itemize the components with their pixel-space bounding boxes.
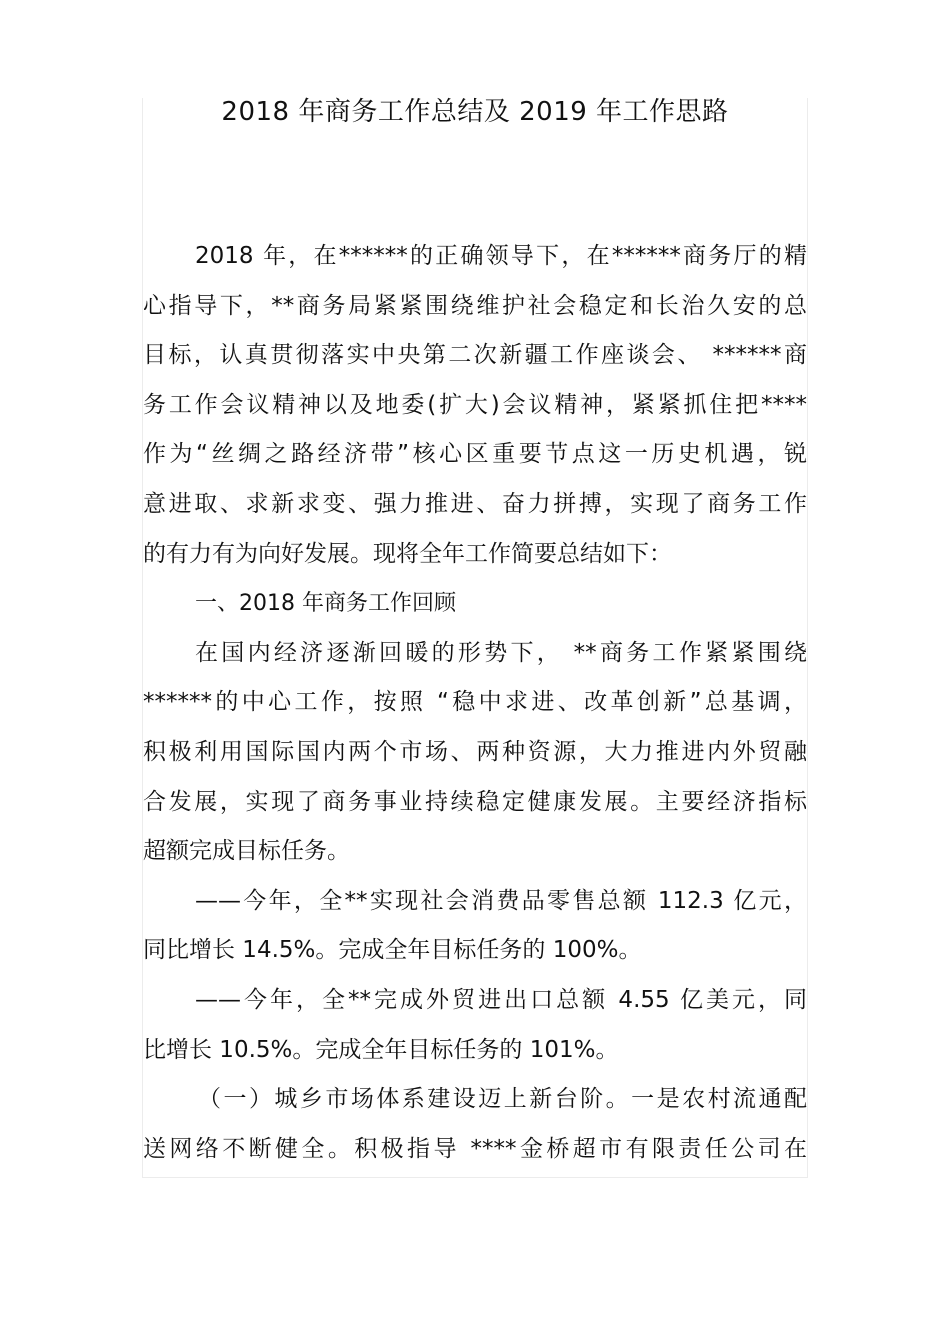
paragraph-line: 送网络不断健全。积极指导 ****金桥超市有限责任公司在 <box>143 1135 807 1162</box>
indicator-line: ——今年，全**实现社会消费品零售总额 112.3 亿元， <box>195 887 807 914</box>
paragraph-line: 积极利用国际国内两个市场、两种资源，大力推进内外贸融 <box>143 738 807 765</box>
paragraph-line: 目标，认真贯彻落实中央第二次新疆工作座谈会、 ******商 <box>143 342 807 369</box>
indicator-line: ——今年，全**完成外贸进出口总额 4.55 亿美元，同 <box>195 986 807 1013</box>
paragraph-line: 合发展，实现了商务事业持续稳定健康发展。主要经济指标 <box>143 788 807 815</box>
section-heading: 一、2018 年商务工作回顾 <box>195 591 456 617</box>
indicator-line: 同比增长 14.5%。完成全年目标任务的 100%。 <box>143 937 642 964</box>
paragraph-line: ******的中心工作，按照 “稳中求进、改革创新”总基调， <box>143 689 807 716</box>
paragraph-line: 超额完成目标任务。 <box>143 838 350 865</box>
paragraph-line: 意进取、求新求变、强力推进、奋力拼搏，实现了商务工作 <box>143 490 807 517</box>
paragraph-line: 在国内经济逐渐回暖的形势下， **商务工作紧紧围绕 <box>195 639 807 666</box>
paragraph-line: 务工作会议精神以及地委(扩大)会议精神，紧紧抓住把**** <box>143 391 807 418</box>
document-body <box>143 232 807 1174</box>
paragraph-line: 心指导下，**商务局紧紧围绕维护社会稳定和长治久安的总 <box>143 292 807 319</box>
document-title: 2018 年商务工作总结及 2019 年工作思路 <box>221 97 729 127</box>
paragraph-line: 的有力有为向好发展。现将全年工作简要总结如下： <box>143 540 672 567</box>
paragraph-line: 2018 年，在******的正确领导下，在******商务厅的精 <box>195 243 807 269</box>
indicator-line: 比增长 10.5%。完成全年目标任务的 101%。 <box>143 1036 619 1063</box>
subsection-line: （一）城乡市场体系建设迈上新台阶。一是农村流通配 <box>198 1086 807 1113</box>
paragraph-line: 作为“丝绸之路经济带”核心区重要节点这一历史机遇，锐 <box>143 441 807 468</box>
